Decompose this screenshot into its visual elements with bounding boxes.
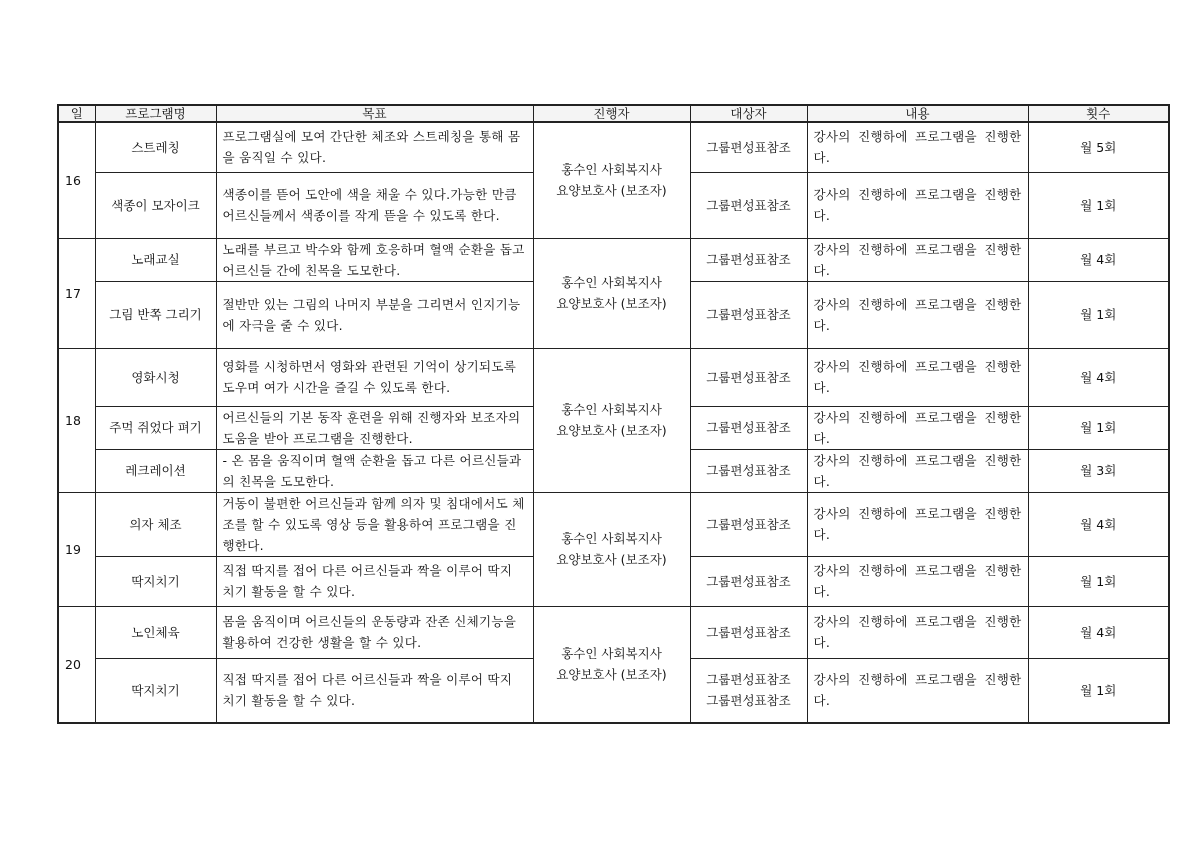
staff-line: 요양보호사 (보조자): [556, 183, 667, 199]
program-goal: 직접 딱지를 접어 다른 어르신들과 짝을 이루어 딱지 치기 활동을 할 수 있다.: [216, 658, 533, 723]
target-cell: 그룹편성표참조: [690, 449, 807, 492]
program-content: 강사의 진행하에 프로그램을 진행한다.: [807, 406, 1028, 449]
header-count: 횟수: [1028, 105, 1169, 122]
program-content: 강사의 진행하에 프로그램을 진행한다.: [807, 281, 1028, 348]
program-goal: 거동이 불편한 어르신들과 함께 의자 및 침대에서도 체조를 할 수 있도록 영상 등을 활용하여 프로그램을 진행한다.: [216, 492, 533, 556]
count-cell: 월 4회: [1028, 238, 1169, 281]
day-cell: 17: [58, 238, 95, 348]
header-goal: 목표: [216, 105, 533, 122]
count-cell: 월 3회: [1028, 449, 1169, 492]
program-content: 강사의 진행하에 프로그램을 진행한다.: [807, 556, 1028, 606]
staff-cell: [533, 238, 690, 348]
program-name: 딱지치기: [95, 658, 216, 723]
staff-line: 홍수인 사회복지사: [561, 275, 662, 290]
table-row: [58, 606, 1169, 658]
program-name: 노래교실: [95, 238, 216, 281]
target-line: 그룹편성표참조: [706, 672, 791, 688]
count-cell: 월 5회: [1028, 122, 1169, 172]
staff-line: 요양보호사 (보조자): [556, 423, 667, 438]
header-content: 내용: [807, 105, 1028, 122]
target-cell: 그룹편성표참조: [690, 238, 807, 281]
program-name: 딱지치기: [95, 556, 216, 606]
staff-cell: [533, 492, 690, 606]
program-content: 강사의 진행하에 프로그램을 진행한다.: [807, 606, 1028, 658]
target-line: 그룹편성표참조: [706, 693, 791, 709]
program-goal: - 온 몸을 움직이며 혈액 순환을 돕고 다른 어르신들과의 친목을 도모한다.: [216, 449, 533, 492]
target-cell: 그룹편성표참조: [690, 348, 807, 406]
program-name: 스트레칭: [95, 122, 216, 172]
program-name: 레크레이션: [95, 449, 216, 492]
count-cell: 월 1회: [1028, 658, 1169, 723]
program-content: 강사의 진행하에 프로그램을 진행한다.: [807, 172, 1028, 238]
header-staff: 진행자: [533, 105, 690, 122]
count-cell: 월 4회: [1028, 606, 1169, 658]
staff-cell: [533, 606, 690, 723]
program-goal: 직접 딱지를 접어 다른 어르신들과 짝을 이루어 딱지 치기 활동을 할 수 있다.: [216, 556, 533, 606]
program-content: 강사의 진행하에 프로그램을 진행한다.: [807, 658, 1028, 723]
program-content: 강사의 진행하에 프로그램을 진행한다.: [807, 238, 1028, 281]
day-cell: 19: [58, 492, 95, 606]
staff-line: 홍수인 사회복지사: [561, 402, 662, 417]
count-cell: 월 4회: [1028, 348, 1169, 406]
day-cell: 18: [58, 348, 95, 492]
program-content: 강사의 진행하에 프로그램을 진행한다.: [807, 122, 1028, 172]
program-name: 영화시청: [95, 348, 216, 406]
day-cell: 20: [58, 606, 95, 723]
target-cell: 그룹편성표참조: [690, 556, 807, 606]
program-goal: 색종이를 뜯어 도안에 색을 채울 수 있다.가능한 만큼 어르신들께서 색종이를 작게 뜯을 수 있도록 한다.: [216, 172, 533, 238]
program-name: 주먹 쥐었다 펴기: [95, 406, 216, 449]
count-cell: 월 1회: [1028, 406, 1169, 449]
count-cell: 월 4회: [1028, 492, 1169, 556]
header-program: 프로그램명: [95, 105, 216, 122]
header-target: 대상자: [690, 105, 807, 122]
target-cell: 그룹편성표참조: [690, 281, 807, 348]
target-cell: 그룹편성표참조: [690, 122, 807, 172]
day-cell: 16: [58, 122, 95, 238]
target-cell: 그룹편성표참조: [690, 492, 807, 556]
program-content: 강사의 진행하에 프로그램을 진행한다.: [807, 492, 1028, 556]
count-cell: 월 1회: [1028, 281, 1169, 348]
program-schedule-table: [57, 104, 1170, 724]
program-name: 노인체육: [95, 606, 216, 658]
program-name: 색종이 모자이크: [95, 172, 216, 238]
staff-cell: [533, 348, 690, 492]
count-cell: 월 1회: [1028, 172, 1169, 238]
program-goal: 영화를 시청하면서 영화와 관련된 기억이 상기되도록 도우며 여가 시간을 즐길 수 있도록 한다.: [216, 348, 533, 406]
target-cell: [690, 658, 807, 723]
staff-line: 홍수인 사회복지사: [561, 162, 662, 178]
table-row: [58, 122, 1169, 172]
header-day: 일: [58, 105, 95, 122]
target-cell: 그룹편성표참조: [690, 172, 807, 238]
program-content: 강사의 진행하에 프로그램을 진행한다.: [807, 449, 1028, 492]
program-goal: 몸을 움직이며 어르신들의 운동량과 잔존 신체기능을 활용하여 건강한 생활을 할 수 있다.: [216, 606, 533, 658]
staff-line: 홍수인 사회복지사: [561, 646, 662, 662]
program-name: 의자 체조: [95, 492, 216, 556]
table-row: [58, 492, 1169, 556]
table-row: [58, 348, 1169, 406]
target-cell: 그룹편성표참조: [690, 606, 807, 658]
staff-cell: [533, 122, 690, 238]
program-name: 그림 반쪽 그리기: [95, 281, 216, 348]
table-row: [58, 238, 1169, 281]
program-goal: 프로그램실에 모여 간단한 체조와 스트레칭을 통해 몸을 움직일 수 있다.: [216, 122, 533, 172]
program-goal: 노래를 부르고 박수와 함께 호응하며 혈액 순환을 돕고 어르신들 간에 친목을 도모한다.: [216, 238, 533, 281]
staff-line: 요양보호사 (보조자): [556, 667, 667, 683]
program-content: 강사의 진행하에 프로그램을 진행한다.: [807, 348, 1028, 406]
staff-line: 요양보호사 (보조자): [556, 296, 667, 311]
header-row: [58, 105, 1169, 122]
staff-line: 홍수인 사회복지사: [561, 531, 662, 546]
program-goal: 어르신들의 기본 동작 훈련을 위해 진행자와 보조자의 도움을 받아 프로그램을 진행한다.: [216, 406, 533, 449]
program-goal: 절반만 있는 그림의 나머지 부분을 그리면서 인지기능에 자극을 줄 수 있다.: [216, 281, 533, 348]
target-cell: 그룹편성표참조: [690, 406, 807, 449]
count-cell: 월 1회: [1028, 556, 1169, 606]
staff-line: 요양보호사 (보조자): [556, 552, 667, 567]
